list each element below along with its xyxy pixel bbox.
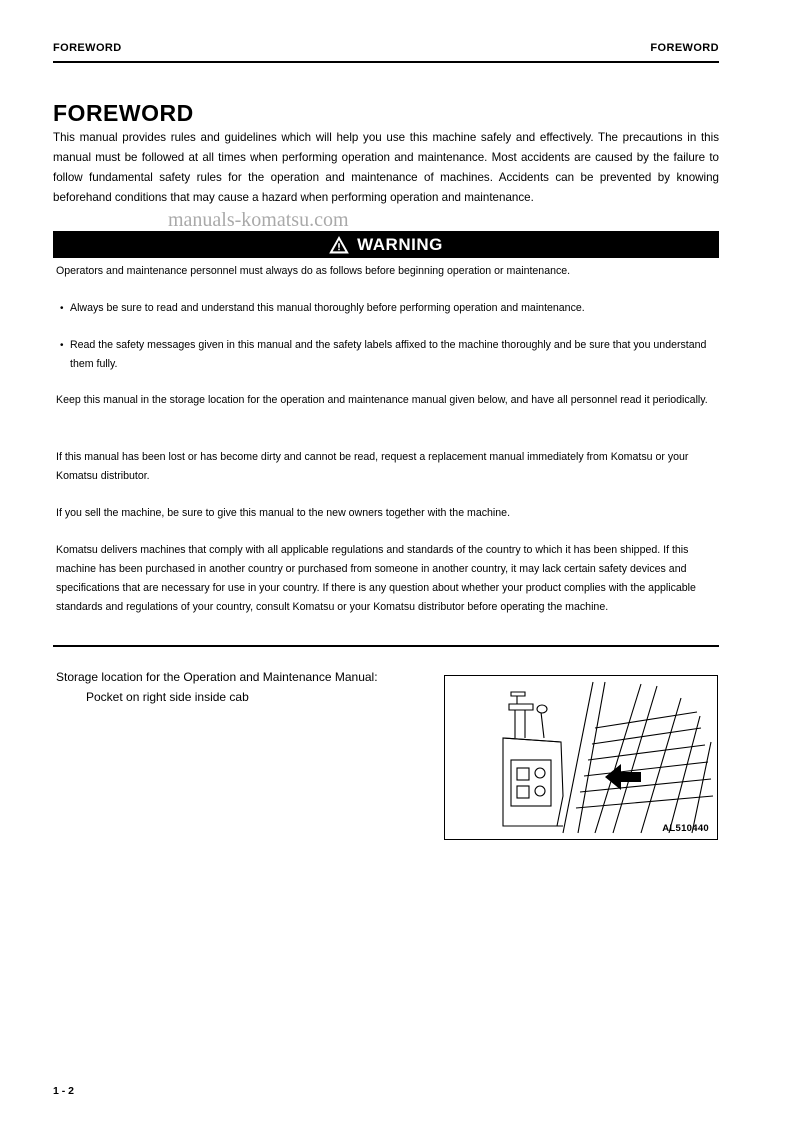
list-item-text: Always be sure to read and understand this manual thoroughly before performing operation and maintenance.	[70, 302, 585, 314]
paragraph-keep-manual: Keep this manual in the storage location for the operation and maintenance manual given below, and have all personnel read it periodically.	[56, 394, 708, 406]
page-number: 1 - 2	[53, 1085, 75, 1097]
warning-label: WARNING	[357, 234, 443, 254]
paragraph-replacement-manual: If this manual has been lost or has become dirty and cannot be read, request a replacement manual immediately from Komatsu or your Komatsu distributor.	[56, 451, 689, 482]
list-item	[56, 299, 718, 318]
list-item-text: Read the safety messages given in this manual and the safety labels affixed to the machine thoroughly and be sure that you understand them fully.	[70, 339, 707, 370]
warning-lead-text: Operators and maintenance personnel must always do as follows before beginning operation or maintenance.	[56, 265, 571, 277]
header-divider	[53, 61, 719, 63]
section-divider	[53, 645, 719, 647]
cab-storage-figure	[444, 675, 718, 840]
bullet-icon: •	[60, 303, 64, 314]
paragraph-compliance: Komatsu delivers machines that comply with all applicable regulations and standards of the country to which it has been shipped. If this machine has been purchased in another country or purchased from someone in another country, it may lack certain safety devices and specifications that are necessary for use in your country. If there is any question about whether your product complies with the applicable standards and regulations of your country, consult Komatsu or your Komatsu distributor before operating the machine.	[56, 544, 696, 613]
paragraph-sell-machine: If you sell the machine, be sure to give this manual to the new owners together with the machine.	[56, 507, 511, 519]
warning-triangle-icon	[329, 236, 349, 254]
storage-location-heading: Storage location for the Operation and Maintenance Manual:	[56, 670, 378, 684]
intro-paragraph: This manual provides rules and guidelines which will help you use this machine safely and effectively. The precautions in this manual must be followed at all times when performing operation and maintenance. Most accidents are caused by the failure to follow fundamental safety rules for the operation and maintenance of machines. Accidents can be prevented by knowing beforehand conditions that may cause a hazard when performing operation and maintenance.	[53, 131, 719, 204]
warning-banner	[53, 231, 719, 258]
watermark-text: manuals-komatsu.com	[168, 209, 349, 231]
header-right-label: FOREWORD	[650, 42, 719, 54]
storage-location-detail: Pocket on right side inside cab	[86, 690, 249, 704]
page-header	[53, 42, 719, 54]
list-item	[56, 336, 718, 374]
bullet-icon: •	[60, 340, 64, 351]
figure-code: AL510440	[662, 823, 709, 834]
cab-illustration	[445, 676, 717, 839]
page-title: FOREWORD	[53, 100, 194, 126]
header-left-label: FOREWORD	[53, 42, 122, 54]
